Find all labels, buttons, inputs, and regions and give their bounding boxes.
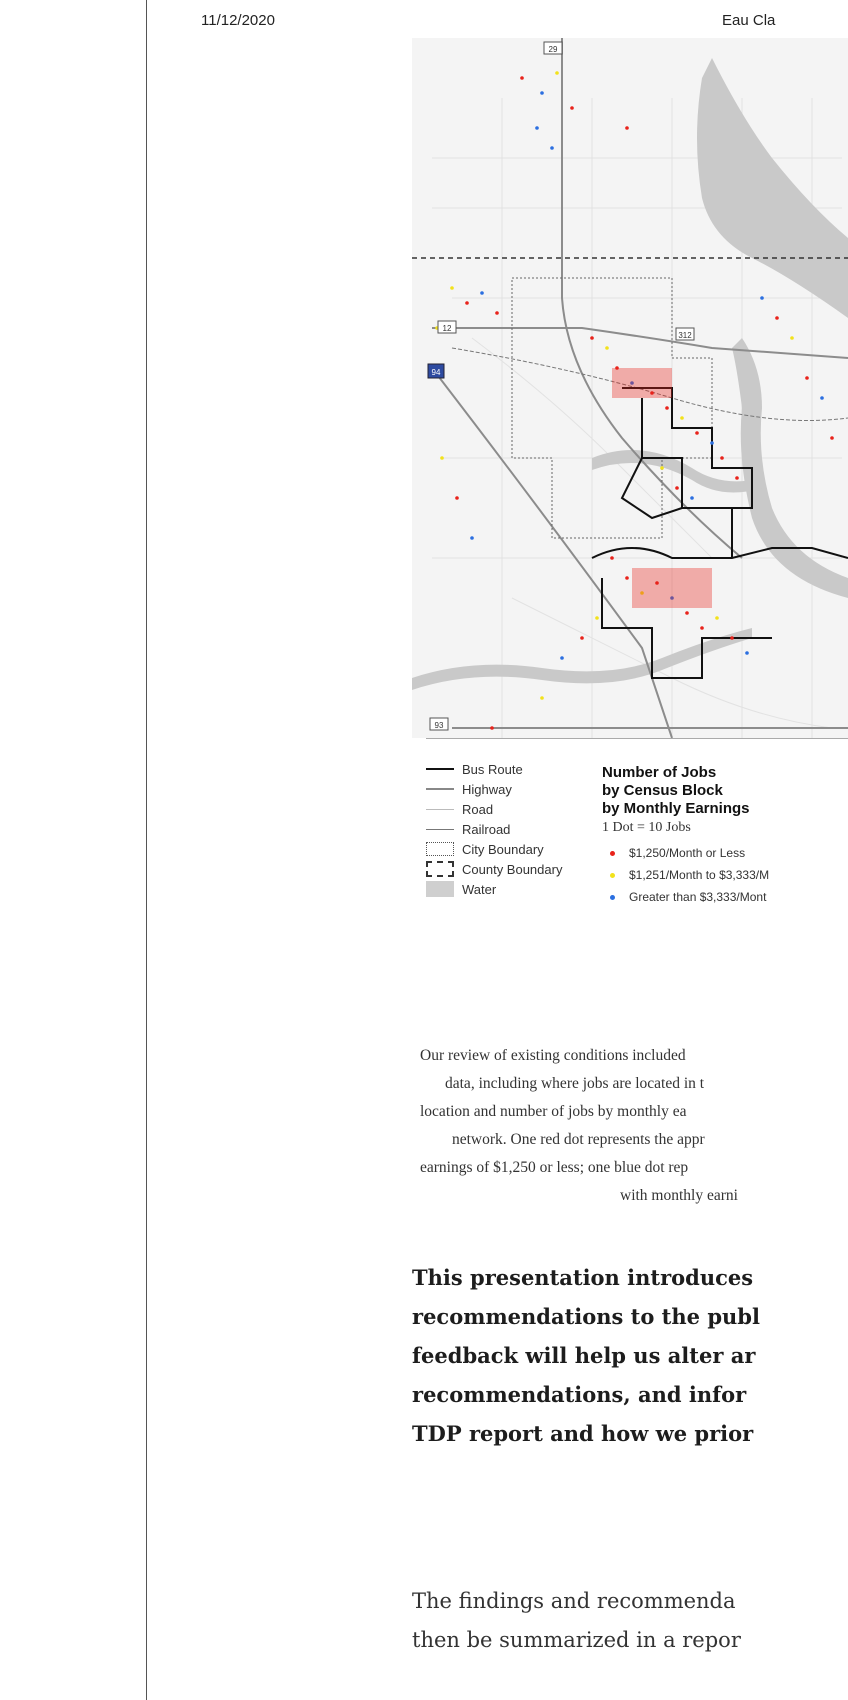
legend-item-label: Water [462, 881, 497, 897]
legend-item-railroad [426, 819, 591, 839]
legend-title-line: Number of Jobs [602, 764, 717, 781]
highway-shield-label: 312 [678, 331, 692, 340]
body-line: then be summarized in a repor [412, 1628, 741, 1652]
map-legend [426, 738, 848, 1007]
caption-line: earnings of $1,250 or less; one blue dot rep [420, 1159, 689, 1176]
print-page-title: Eau Cla [722, 12, 776, 29]
highway-shield-label: 94 [431, 368, 441, 377]
legend-jobs-section [602, 764, 848, 908]
legend-item-label: Highway [462, 781, 512, 797]
findings-paragraph [412, 1582, 848, 1660]
caption-line: network. One red dot represents the appr [452, 1131, 705, 1148]
legend-item-label: Railroad [462, 821, 511, 837]
caption-line: with monthly earni [620, 1187, 738, 1204]
legend-item-water [426, 879, 591, 899]
blue-dot-icon [610, 895, 615, 900]
highway-shield-label: 12 [442, 324, 452, 333]
legend-item-road [426, 799, 591, 819]
legend-item-label: City Boundary [462, 841, 544, 857]
legend-earnings-low [602, 842, 848, 864]
legend-title-line: by Census Block [602, 782, 723, 799]
body-line: The findings and recommenda [412, 1589, 736, 1613]
bold-line: recommendations to the publ [412, 1304, 760, 1329]
highway-shield-label: 29 [548, 45, 558, 54]
legend-item-bus-route [426, 759, 591, 779]
map-caption [420, 1042, 848, 1210]
jobs-dot-density-map [412, 38, 848, 1018]
legend-earnings-high [602, 886, 848, 908]
caption-line: location and number of jobs by monthly ea [420, 1103, 687, 1120]
page-left-rule [146, 0, 147, 1700]
legend-title-line: by Monthly Earnings [602, 800, 750, 817]
legend-earnings-mid [602, 864, 848, 886]
legend-earnings-label: $1,250/Month or Less [629, 846, 746, 860]
legend-item-label: Road [462, 801, 494, 817]
legend-feature-list [426, 759, 591, 899]
legend-earnings-label: Greater than $3,333/Mont [629, 890, 767, 904]
bold-line: recommendations, and infor [412, 1382, 747, 1407]
print-date: 11/12/2020 [201, 12, 275, 29]
red-dot-icon [610, 851, 615, 856]
red-dot-cluster [632, 568, 712, 608]
legend-earnings-label: $1,251/Month to $3,333/M [629, 868, 770, 882]
red-dot-cluster [612, 368, 672, 398]
legend-item-city-boundary [426, 839, 591, 859]
caption-line: Our review of existing conditions included [420, 1047, 686, 1064]
legend-dot-ratio: 1 Dot = 10 Jobs [602, 820, 691, 835]
legend-item-highway [426, 779, 591, 799]
map-canvas [412, 38, 848, 738]
highway-shield-label: 93 [434, 721, 444, 730]
yellow-dot-icon [610, 873, 615, 878]
legend-item-label: County Boundary [462, 861, 563, 877]
bold-line: This presentation introduces [412, 1265, 754, 1290]
intro-paragraph-bold [412, 1258, 848, 1453]
bold-line: feedback will help us alter ar [412, 1343, 756, 1368]
legend-item-county-boundary [426, 859, 591, 879]
caption-line: data, including where jobs are located in t [445, 1075, 705, 1092]
legend-item-label: Bus Route [462, 761, 523, 777]
bold-line: TDP report and how we prior [412, 1421, 754, 1446]
